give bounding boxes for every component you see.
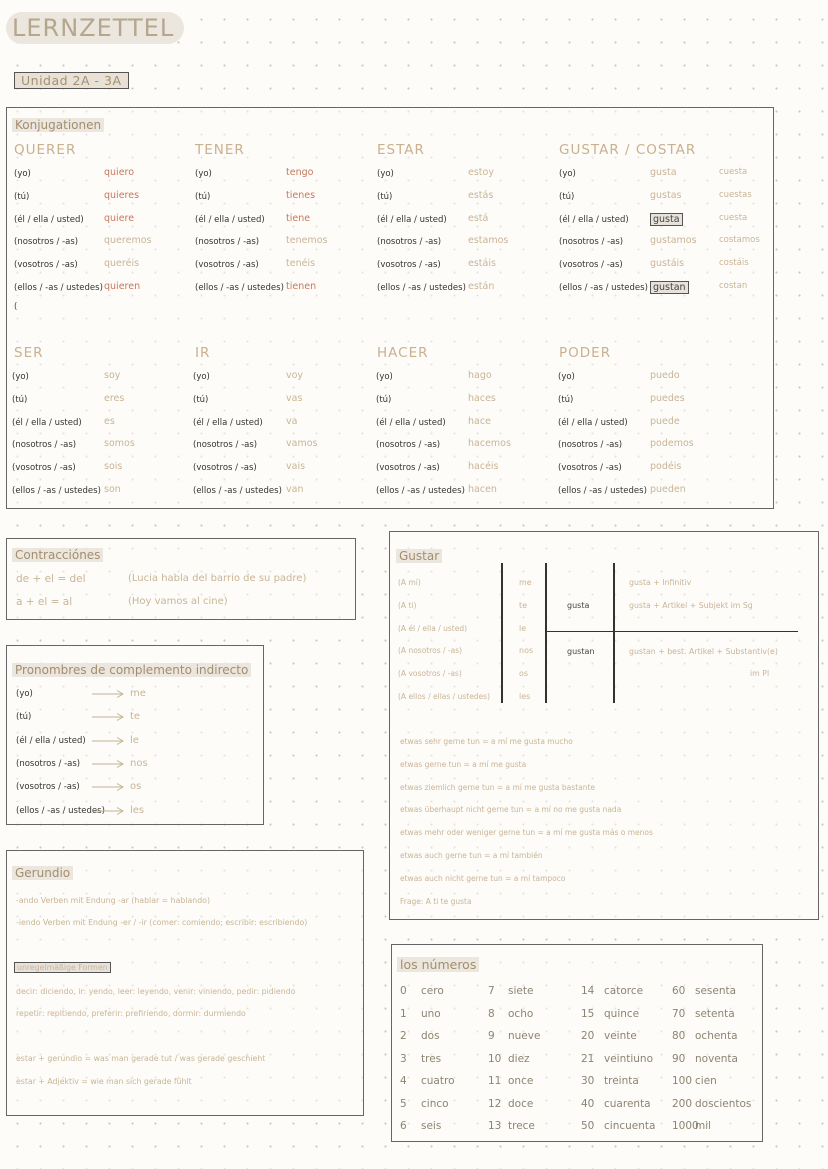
numbers-section xyxy=(391,944,763,1142)
verb-form: queremos xyxy=(104,235,152,247)
verb-form: hacemos xyxy=(468,438,511,450)
pronoun-label: (nosotros / -as) xyxy=(14,237,79,248)
gustar-example: etwas gerne tun = a mí me gusta xyxy=(400,759,527,769)
verb-title: QUERER xyxy=(14,142,77,158)
gustar-example: etwas ziemlich gerne tun = a mí me gusta bastante xyxy=(400,782,596,792)
verb-title: IR xyxy=(195,345,211,361)
number-word: mil xyxy=(695,1120,712,1132)
pronoun-label: (vosotros / -as) xyxy=(14,260,78,271)
verb-form: soy xyxy=(104,370,121,381)
verb-form: gustamos xyxy=(650,235,697,247)
number-digit: 10 xyxy=(488,1052,502,1065)
verb-form: gustan xyxy=(650,281,689,294)
gustar-rule-1b: gusta + Artikel + Subjekt im Sg xyxy=(629,601,753,610)
verb-form: es xyxy=(104,415,115,427)
number-digit: 4 xyxy=(400,1075,407,1087)
pronoun-label: (nosotros / -as) xyxy=(16,758,81,769)
pronoun-label: (vosotros / -as) xyxy=(376,463,440,474)
number-digit: 200 xyxy=(672,1097,693,1110)
pronoun-label: (tú) xyxy=(559,191,575,202)
gustar-divider-3 xyxy=(613,563,615,703)
gustar-example: etwas mehr oder weniger gerne tun = a mí me gusta más o menos xyxy=(400,828,653,838)
verb-form: va xyxy=(286,415,298,427)
number-digit: 9 xyxy=(488,1030,495,1042)
contraction-rule-del: de + el = del xyxy=(16,573,86,585)
verb-form: voy xyxy=(286,370,304,381)
verb-title: SER xyxy=(14,345,44,361)
contractions-heading: Contracciónes xyxy=(12,548,103,562)
pronoun-label: (yo) xyxy=(12,372,29,382)
pronoun-label: (ellos / -as / ustedes) xyxy=(14,283,103,293)
verb-title: TENER xyxy=(195,142,245,158)
verb-form: puedo xyxy=(650,370,680,381)
pronoun-label: (ellos / -as / ustedes) xyxy=(16,805,105,816)
gustar-pronoun: os xyxy=(519,669,529,679)
number-digit: 0 xyxy=(400,985,407,997)
pronoun-label: (él / ella / usted) xyxy=(14,214,84,225)
verb-form-costar: costáis xyxy=(719,258,749,269)
gustar-verb-gustan: gustan xyxy=(567,647,595,656)
verb-form: son xyxy=(104,484,121,495)
number-digit: 14 xyxy=(581,985,595,997)
number-digit: 12 xyxy=(488,1097,502,1110)
pronoun-label: (él / ella / usted) xyxy=(12,417,82,428)
pronoun-label: (él / ella / usted) xyxy=(377,214,447,225)
number-digit: 100 xyxy=(672,1075,693,1087)
verb-form: tenemos xyxy=(286,235,328,247)
number-word: ocho xyxy=(508,1007,534,1020)
indirect-object-pronoun: me xyxy=(130,688,146,699)
pronoun-label: (ellos / -as / ustedes) xyxy=(12,486,101,496)
number-word: cien xyxy=(695,1075,717,1087)
number-word: diez xyxy=(508,1052,530,1065)
gustar-rule-2b: im Pl xyxy=(750,669,770,678)
contraction-rule-al: a + el = al xyxy=(16,596,73,608)
gustar-subject: (A ti) xyxy=(398,600,417,610)
number-word: trece xyxy=(508,1120,535,1132)
verb-form: están xyxy=(468,281,495,292)
number-word: dos xyxy=(421,1030,440,1042)
gustar-example: etwas sehr gerne tun = a mí me gusta mucho xyxy=(400,737,573,746)
arrow-icon xyxy=(92,689,126,699)
gustar-subject: (A nosotros / -as) xyxy=(398,646,463,656)
verb-form: podéis xyxy=(650,461,682,473)
verb-title: ESTAR xyxy=(377,142,425,158)
pronoun-label: (nosotros / -as) xyxy=(12,440,77,451)
number-digit: 1000 xyxy=(672,1120,699,1132)
verb-form: sois xyxy=(104,461,123,473)
pronoun-label: (él / ella / usted) xyxy=(16,735,86,746)
verb-form: hacéis xyxy=(468,461,499,473)
gustar-pronoun: nos xyxy=(519,646,534,656)
pronoun-label: (yo) xyxy=(14,169,31,179)
verb-form: estás xyxy=(468,189,494,201)
number-word: cinco xyxy=(421,1097,449,1110)
pronoun-label: (tú) xyxy=(16,712,32,723)
number-digit: 30 xyxy=(581,1075,595,1087)
indirect-object-pronoun: les xyxy=(130,804,145,816)
number-word: cincuenta xyxy=(604,1120,656,1132)
verb-form: tiene xyxy=(286,212,311,224)
pronoun-label: (nosotros / -as) xyxy=(558,440,623,451)
verb-form: gustas xyxy=(650,189,682,201)
pronoun-label: (tú) xyxy=(558,394,574,405)
number-digit: 13 xyxy=(488,1120,502,1132)
arrow-icon xyxy=(92,806,126,816)
verb-form: tengo xyxy=(286,167,314,178)
irregular-forms-1: decir: diciendo, ir: yendo, leer: leyendo, venir: viniendo, pedir: pidiendo xyxy=(16,987,296,996)
gustar-subject: (A mí) xyxy=(398,578,421,587)
pronoun-label: (él / ella / usted) xyxy=(559,214,629,225)
pronoun-label: (él / ella / usted) xyxy=(376,417,446,428)
verb-form: tienen xyxy=(286,281,317,292)
verb-form: quieres xyxy=(104,189,140,201)
pronoun-label: (yo) xyxy=(195,169,212,179)
pronoun-label: (vosotros / -as) xyxy=(12,463,76,474)
number-word: tres xyxy=(421,1052,442,1065)
verb-form: pueden xyxy=(650,484,686,495)
pronoun-label: (vosotros / -as) xyxy=(377,260,441,271)
pronoun-label: (él / ella / usted) xyxy=(193,417,263,428)
verb-form: gusta xyxy=(650,213,683,226)
number-word: veinte xyxy=(604,1030,637,1042)
verb-form: quiero xyxy=(104,167,135,178)
pronoun-label: (vosotros / -as) xyxy=(558,463,622,474)
gustar-verb-gusta: gusta xyxy=(567,601,590,610)
number-digit: 11 xyxy=(488,1075,502,1087)
verb-form: tenéis xyxy=(286,258,316,270)
indirect-object-pronoun: os xyxy=(130,781,142,793)
pronoun-label: (tú) xyxy=(195,191,211,202)
arrow-icon xyxy=(92,759,126,769)
conjugation-heading: Konjugationen xyxy=(12,118,104,132)
gustar-subject: (A ellos / ellas / ustedes) xyxy=(398,692,491,701)
pronoun-label: (vosotros / -as) xyxy=(193,463,257,474)
verb-form: gustáis xyxy=(650,258,685,270)
verb-title: PODER xyxy=(559,345,612,361)
verb-form: van xyxy=(286,484,304,495)
verb-form: tienes xyxy=(286,189,316,201)
pronoun-label: (nosotros / -as) xyxy=(559,237,624,248)
verb-form: hace xyxy=(468,415,491,427)
verb-form: somos xyxy=(104,438,135,450)
number-word: seis xyxy=(421,1120,442,1132)
number-digit: 90 xyxy=(672,1052,686,1065)
pronoun-label: (ellos / -as / ustedes) xyxy=(195,283,284,293)
gerund-heading: Gerundio xyxy=(12,866,73,880)
pronoun-label: (él / ella / usted) xyxy=(558,417,628,428)
verb-form: haces xyxy=(468,392,496,404)
pronoun-label: (yo) xyxy=(193,372,210,382)
number-word: quince xyxy=(604,1007,640,1020)
verb-title: HACER xyxy=(377,345,429,361)
pronoun-label: (nosotros / -as) xyxy=(195,237,260,248)
number-digit: 50 xyxy=(581,1120,595,1132)
numbers-heading: los números xyxy=(397,957,479,972)
gustar-heading: Gustar xyxy=(396,549,442,563)
gustar-section xyxy=(389,531,819,920)
pronoun-label: (ellos / -as / ustedes) xyxy=(193,486,282,496)
gustar-pronoun: te xyxy=(519,600,528,610)
verb-form-costar: cuesta xyxy=(719,167,748,177)
number-word: ochenta xyxy=(695,1030,738,1042)
pronoun-label: (yo) xyxy=(559,169,576,179)
arrow-icon xyxy=(92,712,126,722)
pronoun-label: (nosotros / -as) xyxy=(193,440,258,451)
gustar-example: etwas auch nicht gerne tun = a mí tampoco xyxy=(400,873,566,883)
pronoun-label: (yo) xyxy=(16,689,33,699)
gerund-note-1: estar + gerundio = was man gerade tut / was gerade geschieht xyxy=(16,1054,266,1063)
pronoun-label: (tú) xyxy=(193,394,209,405)
stray-mark: ( xyxy=(14,302,18,312)
number-word: doce xyxy=(508,1097,534,1110)
pronoun-label: (yo) xyxy=(377,169,394,179)
verb-form-costar: cuesta xyxy=(719,212,748,223)
number-word: uno xyxy=(421,1007,441,1020)
verb-form: vas xyxy=(286,392,303,404)
gustar-divider-h xyxy=(546,631,798,632)
number-digit: 6 xyxy=(400,1120,407,1132)
arrow-icon xyxy=(92,736,126,746)
gustar-rule-1a: gusta + Infinitiv xyxy=(629,578,692,587)
number-word: cuatro xyxy=(421,1075,455,1087)
number-digit: 21 xyxy=(581,1052,595,1065)
verb-form-costar: cuestas xyxy=(719,189,752,200)
verb-form-costar: costan xyxy=(719,281,748,291)
number-word: cero xyxy=(421,985,444,997)
verb-form: queréis xyxy=(104,258,140,270)
gustar-example: Frage: A ti te gusta xyxy=(400,896,472,906)
pronoun-label: (tú) xyxy=(376,394,392,405)
gerund-note-2: estar + Adjektiv = wie man sich gerade fühlt xyxy=(16,1077,192,1086)
number-digit: 80 xyxy=(672,1030,686,1042)
gerund-rule-er-ir: -iendo Verben mit Endung -er / -ir (comer: comiendo; escribir: escribiendo) xyxy=(16,918,308,927)
gustar-divider-2 xyxy=(545,563,547,703)
pronoun-label: (ellos / -as / ustedes) xyxy=(377,283,466,293)
pronoun-label: (tú) xyxy=(14,191,30,202)
gustar-subject: (A vosotros / -as) xyxy=(398,669,462,679)
verb-form: estamos xyxy=(468,235,509,247)
gustar-example: etwas auch gerne tun = a mí también xyxy=(400,851,543,860)
number-digit: 1 xyxy=(400,1007,407,1020)
number-digit: 3 xyxy=(400,1052,407,1065)
page-title: LERNZETTEL xyxy=(12,14,175,42)
pronoun-label: (nosotros / -as) xyxy=(377,237,442,248)
indirect-object-pronoun: le xyxy=(130,734,139,746)
number-word: doscientos xyxy=(695,1097,752,1110)
pronoun-label: (ellos / -as / ustedes) xyxy=(559,283,648,293)
verb-form: podemos xyxy=(650,438,694,450)
verb-form: quieren xyxy=(104,281,141,292)
number-word: once xyxy=(508,1075,534,1087)
verb-form-costar: costamos xyxy=(719,235,760,246)
pronoun-label: (vosotros / -as) xyxy=(559,260,623,271)
gustar-pronoun: le xyxy=(519,623,527,633)
indirect-object-pronoun: te xyxy=(130,711,141,723)
number-digit: 8 xyxy=(488,1007,495,1020)
contraction-example-del: (Lucia habla del barrio de su padre) xyxy=(128,573,307,584)
gustar-rule-2a: gustan + best. Artikel + Substantiv(e) xyxy=(629,647,778,656)
pronoun-label: (yo) xyxy=(558,372,575,382)
number-word: catorce xyxy=(604,985,644,997)
verb-form: quiere xyxy=(104,212,135,224)
number-digit: 60 xyxy=(672,985,686,997)
contraction-example-al: (Hoy vamos al cine) xyxy=(128,596,228,607)
pronouns-heading: Pronombres de complemento indirecto xyxy=(12,663,251,677)
number-word: veintiuno xyxy=(604,1052,654,1065)
pronoun-label: (tú) xyxy=(12,394,28,405)
gustar-pronoun: me xyxy=(519,578,532,587)
number-word: treinta xyxy=(604,1075,639,1087)
verb-form: vais xyxy=(286,461,306,473)
pronoun-label: (yo) xyxy=(376,372,393,382)
arrow-icon xyxy=(92,782,126,792)
gustar-subject: (A él / ella / usted) xyxy=(398,623,468,633)
pronoun-label: (nosotros / -as) xyxy=(376,440,441,451)
number-word: sesenta xyxy=(695,985,737,997)
gerund-rule-ar: -ando Verben mit Endung -ar (hablar = hablando) xyxy=(16,896,210,905)
verb-title: GUSTAR / COSTAR xyxy=(559,142,697,158)
verb-form: puede xyxy=(650,415,680,427)
verb-form: está xyxy=(468,212,489,224)
number-digit: 40 xyxy=(581,1097,595,1110)
verb-form: estáis xyxy=(468,258,496,270)
number-word: nueve xyxy=(508,1030,541,1042)
number-digit: 5 xyxy=(400,1097,407,1110)
irregular-forms-2: repetir: repitiendo, preferir: prefiriendo, dormir: durmiendo xyxy=(16,1009,246,1018)
verb-form: puedes xyxy=(650,392,685,404)
verb-form: eres xyxy=(104,392,125,404)
pronoun-label: (ellos / -as / ustedes) xyxy=(558,486,647,496)
verb-form: gusta xyxy=(650,167,677,178)
verb-form: hago xyxy=(468,370,492,381)
number-digit: 20 xyxy=(581,1030,595,1042)
number-digit: 70 xyxy=(672,1007,686,1020)
gustar-divider-1 xyxy=(501,563,503,703)
verb-form: vamos xyxy=(286,438,318,450)
verb-form: estoy xyxy=(468,167,494,178)
gustar-pronoun: les xyxy=(519,692,531,701)
number-word: noventa xyxy=(695,1052,738,1065)
number-digit: 15 xyxy=(581,1007,595,1020)
pronoun-label: (él / ella / usted) xyxy=(195,214,265,225)
pronoun-label: (vosotros / -as) xyxy=(195,260,259,271)
number-digit: 2 xyxy=(400,1030,407,1042)
number-digit: 7 xyxy=(488,985,495,997)
pronoun-label: (tú) xyxy=(377,191,393,202)
irregular-forms-label: unregelmäßige Formen xyxy=(14,962,111,973)
pronoun-label: (vosotros / -as) xyxy=(16,782,80,793)
indirect-object-pronoun: nos xyxy=(130,757,148,769)
gustar-example: etwas überhaupt nicht gerne tun = a mí no me gusta nada xyxy=(400,805,622,815)
number-word: setenta xyxy=(695,1007,735,1020)
unit-label: Unidad 2A - 3A xyxy=(14,72,129,89)
verb-form: hacen xyxy=(468,484,497,495)
number-word: siete xyxy=(508,985,534,997)
pronoun-label: (ellos / -as / ustedes) xyxy=(376,486,465,496)
number-word: cuarenta xyxy=(604,1097,651,1110)
